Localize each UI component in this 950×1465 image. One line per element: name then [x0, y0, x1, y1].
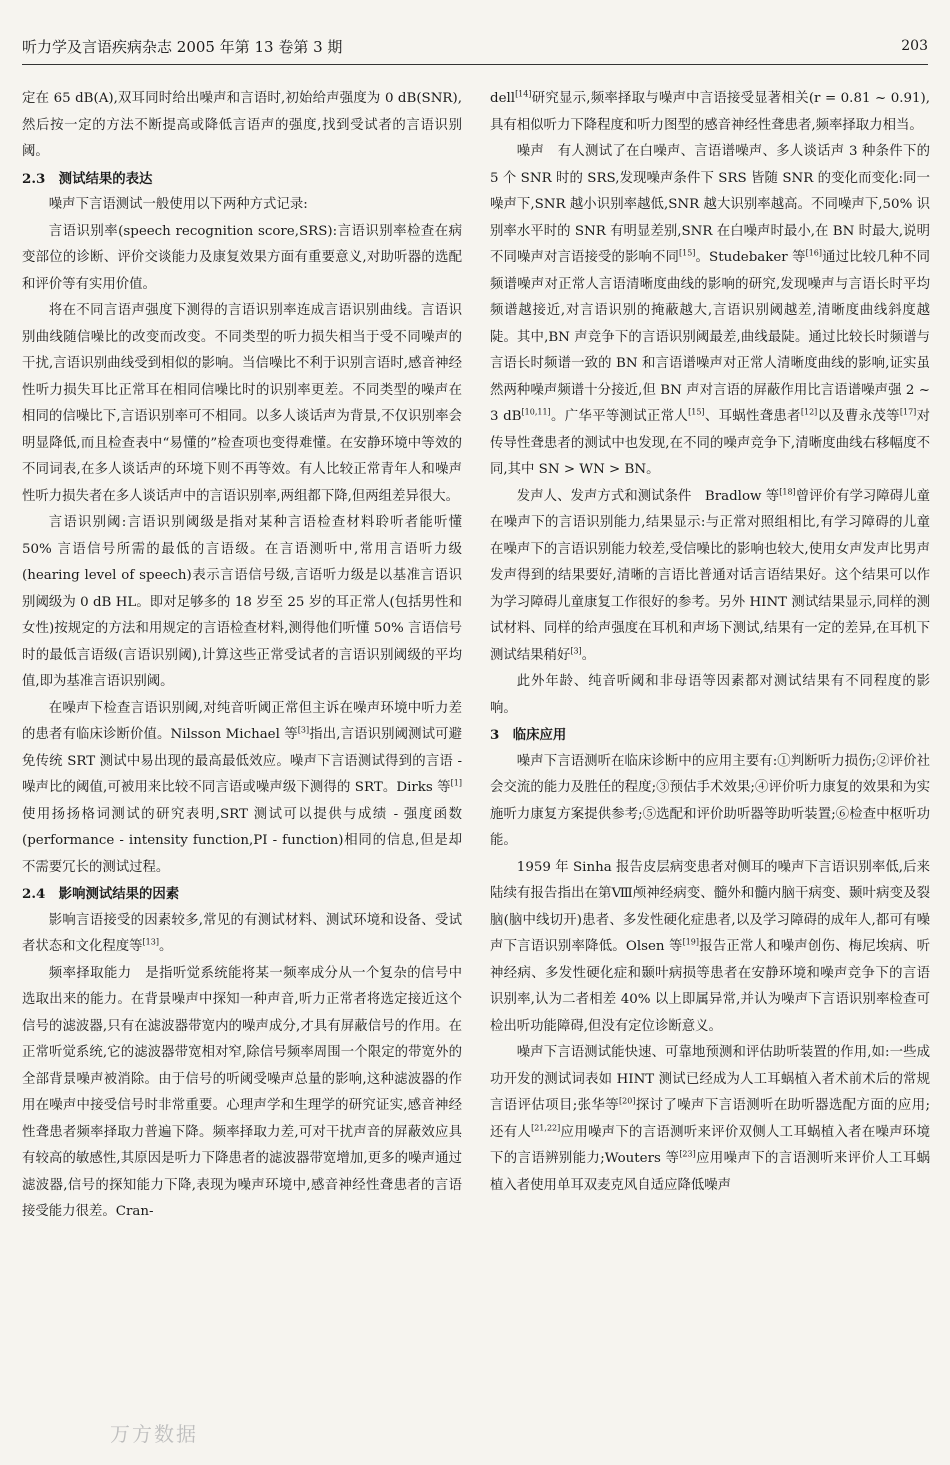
watermark: 万方数据 [110, 1422, 198, 1446]
text: 以及曹永茂等 [817, 409, 900, 424]
text: 指出,言语识别阈测试可避免传统 SRT 测试中易出现的最高最低效应。噪声下言语测试得到的言语 - 噪声比的阈值,可被用来比较不同言语或噪声级下测得的 SRT。Dirks 等 [22, 727, 462, 795]
paragraph: 将在不同言语声强度下测得的言语识别率连成言语识别曲线。言语识别曲线随信噪比的改变而改变。不同类型的听力损失相当于受不同噪声的干扰,言语识别曲线受到相似的影响。当信噪比不利于识别言语时,感音神经性听力损失耳比正常耳在相同信噪比时的识别率更差。不同类型的噪声在相同的信噪比下,言语识别率可不相同。以多人谈话声为背景,不仅识别率会明显降低,而且检查表中“易懂的”检查项也变得难懂。在安静环境中等效的不同词表,在多人谈话声的环境下则不再等效。有人比较正常青年人和噪声性听力损失者在多人谈话声中的言语识别率,两组都下降,但两组差异很大。 [22, 303, 462, 504]
section-heading-2-3: 2.3 测试结果的表达 [22, 170, 153, 187]
citation: [14] [515, 89, 532, 99]
text: dell [490, 91, 516, 106]
section-heading-2-4: 2.4 影响测试结果的因素 [22, 886, 180, 902]
paragraph [490, 855, 930, 1041]
section-heading-3: 3 临床应用 [490, 727, 567, 743]
paragraph: 言语识别阈:言语识别阈级是指对某种言语检查材料聆听者能听懂 50% 言语信号所需的最低的言语级。在言语测听中,常用言语听力级(hearing level of speech)表示言语信号级,言语听力级是以基准言语识别阈级为 0 dB HL。即对足够多的 18 岁至 25 岁的耳正常人(包括男性和女性)按规定的方法和用规定的言语检查材料,测得他们听懂 50% 言语信号时的最低言语级(言语识别阈),计算这些正常受试者的言语识别阈级的平均值,即为基准言语识别阈。 [22, 515, 462, 689]
text: 噪声下言语测试能快速、可靠地预测和评估助听装置的作用,如:一些成功开发的测试词表如 HINT 测试已经成为人工耳蜗植入者术前术后的常规言语评估项目;张华等 [490, 1045, 930, 1113]
citation: [17] [899, 407, 917, 417]
text: 通过比较几种不同频谱噪声对正常人言语清晰度曲线的影响的研究,发现噪声与言语长时平均频谱越接近,对言语识别的掩蔽越大,言语识别阈越差,清晰度曲线斜度越陡。其中,BN 声竞争下的言语识别阈最差,曲线最陡。通过比较长时频谱与言语长时频谱一致的 BN 和言语谱噪声对正常人清晰度曲线的影响,证实虽然两种噪声频谱十分接近,但 BN 声对言语的屏蔽作用比言语谱噪声强 2 ~ 3 dB [490, 250, 930, 424]
paragraph [490, 86, 930, 139]
paragraph: 言语识别率(speech recognition score,SRS):言语识别率检查在病变部位的诊断、评价交谈能力及康复效果方面有重要意义,对助听器的选配和评价等有实用价值。 [22, 223, 462, 292]
text: 、耳蜗性聋患者 [704, 409, 801, 424]
paragraph [22, 908, 462, 961]
citation: [19] [682, 937, 700, 947]
text: 曾评价有学习障碍儿童在噪声下的言语识别能力,结果显示:与正常对照组相比,有学习障碍的儿童在噪声下的言语识别能力较差,受信噪比的影响也较大,使用女声发声比男声发声得到的结果要好,清晰的言语比普通对话言语结果好。这个结果可以作为学习障碍儿童康复工作很好的参考。另外 HINT 测试结果显示,同样的测试材料、同样的给声强度在耳机和声场下测试,结果有一定的差异,在耳机下测试结果稍好 [490, 488, 931, 663]
text: 探讨了噪声下言语测听在助听器选配方面的应用;还有人 [490, 1098, 931, 1140]
citation: [15] [679, 248, 696, 258]
text: 应用噪声下的言语测听来评价双侧人工耳蜗植入者在噪声环境下的言语辨别能力;Wouters 等 [490, 1124, 931, 1166]
text: 报告正常人和噪声创伤、梅尼埃病、听神经病、多发性硬化症和颞叶病损等患者在安静环境和噪声竞争下的言语识别率,认为二者相差 40% 以上即属异常,并认为噪声下言语识别率检查可检出听功能障碍,但没有定位诊断意义。 [490, 939, 930, 1034]
text: 。 [581, 647, 596, 663]
paragraph [490, 484, 930, 670]
text: 研究显示,频率择取与噪声中言语接受显著相关(r = 0.81 ~ 0.91),具有相似听力下降程度和听力图型的感音神经性聋患者,频率择取力相当。 [490, 91, 930, 133]
text: 在噪声下检查言语识别阈,对纯音听阈正常但主诉在噪声环境中听力差的患者有临床诊断价值。Nilsson Michael 等 [22, 700, 462, 742]
citation: [20] [619, 1096, 636, 1106]
text: 1959 年 Sinha 报告皮层病变患者对侧耳的噪声下言语识别率低,后来陆续有报告指出在第Ⅷ颅神经病变、髓外和髓内脑干病变、颞叶病变及裂脑(脑中线切开)患者、多发性硬化症患者,以及学习障碍的成年人,都可有噪声下言语识别率降低。Olsen 等 [490, 859, 930, 954]
right-column [490, 86, 930, 1199]
citation: [3] [297, 725, 310, 735]
text: 。 [158, 939, 173, 954]
page-number: 203 [901, 38, 928, 54]
text: 使用扬扬格词测试的研究表明,SRT 测试可以提供与成绩 - 强度函数(performance - intensity function,PI - function)相同的信息,但是却不需要冗长的测试过程。 [22, 806, 462, 875]
paragraph [490, 1040, 930, 1199]
citation: [18] [779, 487, 796, 497]
text: 。Studebaker 等 [695, 250, 806, 265]
journal-title: 听力学及言语疾病杂志 2005 年第 13 卷第 3 期 [22, 38, 343, 56]
citation: [1] [450, 778, 462, 788]
text: 。广华平等测试正常人 [550, 409, 689, 424]
citation: [10,11] [521, 407, 551, 417]
text: 应用噪声下的言语测听来评价人工耳蜗植入者使用单耳双麦克风自适应降低噪声 [490, 1151, 931, 1193]
text: 对传导性聋患者的测试中也发现,在不同的噪声竞争下,清晰度曲线右移幅度不同,其中 SN > WN > BN。 [490, 409, 931, 477]
paragraph: 频率择取能力 是指听觉系统能将某一频率成分从一个复杂的信号中选取出来的能力。在背景噪声中探知一种声音,听力正常者将选定接近这个信号的滤波器,只有在滤波器带宽内的噪声成分,才具有屏蔽信号的作用。在正常听觉系统,它的滤波器带宽相对窄,除信号频率周围一个限定的带宽外的全部背景噪声被消除。由于信号的听阈受噪声总量的影响,这种滤波器的作用在噪声中接受信号时非常重要。心理声学和生理学的研究证实,感音神经性聋患者频率择取力普遍下降。频率择取力差,可对干扰声音的屏蔽效应具有较高的敏感性,其原因是听力下降患者的滤波器带宽增加,更多的噪声通过滤波器,信号的探知能力下降,表现为噪声环境中,感音神经性聋患者的言语接受能力很差。Cran- [22, 965, 462, 1219]
citation: [23] [679, 1149, 696, 1159]
paragraph: 噪声下言语测听在临床诊断中的应用主要有:①判断听力损伤;②评价社会交流的能力及胜任的程度;③预估手术效果;④评价听力康复的效果和为实施听力康复方案提供参考;⑤选配和评价助听器等助听装置;⑥检查中枢听功能。 [490, 753, 930, 848]
citation: [13] [142, 937, 159, 947]
citation: [3] [570, 646, 582, 656]
text: 噪声 有人测试了在白噪声、言语谱噪声、多人谈话声 3 种条件下的 5 个 SNR 时的 SRS,发现噪声条件下 SRS 皆随 SNR 的变化而变化:同一噪声下,SNR 越小识别率越低,SNR 越大识别率越高。不同噪声下,50% 识别率水平时的 SNR 有明显差别,SNR 在白噪声时最小,在 BN 时最大,说明不同噪声对言语接受的影响不同 [490, 144, 930, 265]
paragraph [490, 139, 930, 484]
paragraph: 定在 65 dB(A),双耳同时给出噪声和言语时,初始给声强度为 0 dB(SNR),然后按一定的方法不断提高或降低言语声的强度,找到受试者的言语识别阈。 [22, 91, 462, 159]
paragraph: 噪声下言语测试一般使用以下两种方式记录: [48, 197, 308, 212]
left-column [22, 86, 462, 1226]
paragraph [22, 696, 462, 882]
text: 影响言语接受的因素较多,常见的有测试材料、测试环境和设备、受试者状态和文化程度等 [22, 912, 462, 954]
text: 发声人、发声方式和测试条件 Bradlow 等 [516, 488, 780, 504]
citation: [16] [805, 248, 822, 258]
citation: [15] [688, 407, 705, 417]
page-header [22, 30, 928, 65]
citation: [12] [800, 407, 818, 417]
citation: [21,22] [531, 1123, 561, 1133]
paragraph: 此外年龄、纯音听阈和非母语等因素都对测试结果有不同程度的影响。 [490, 674, 930, 716]
